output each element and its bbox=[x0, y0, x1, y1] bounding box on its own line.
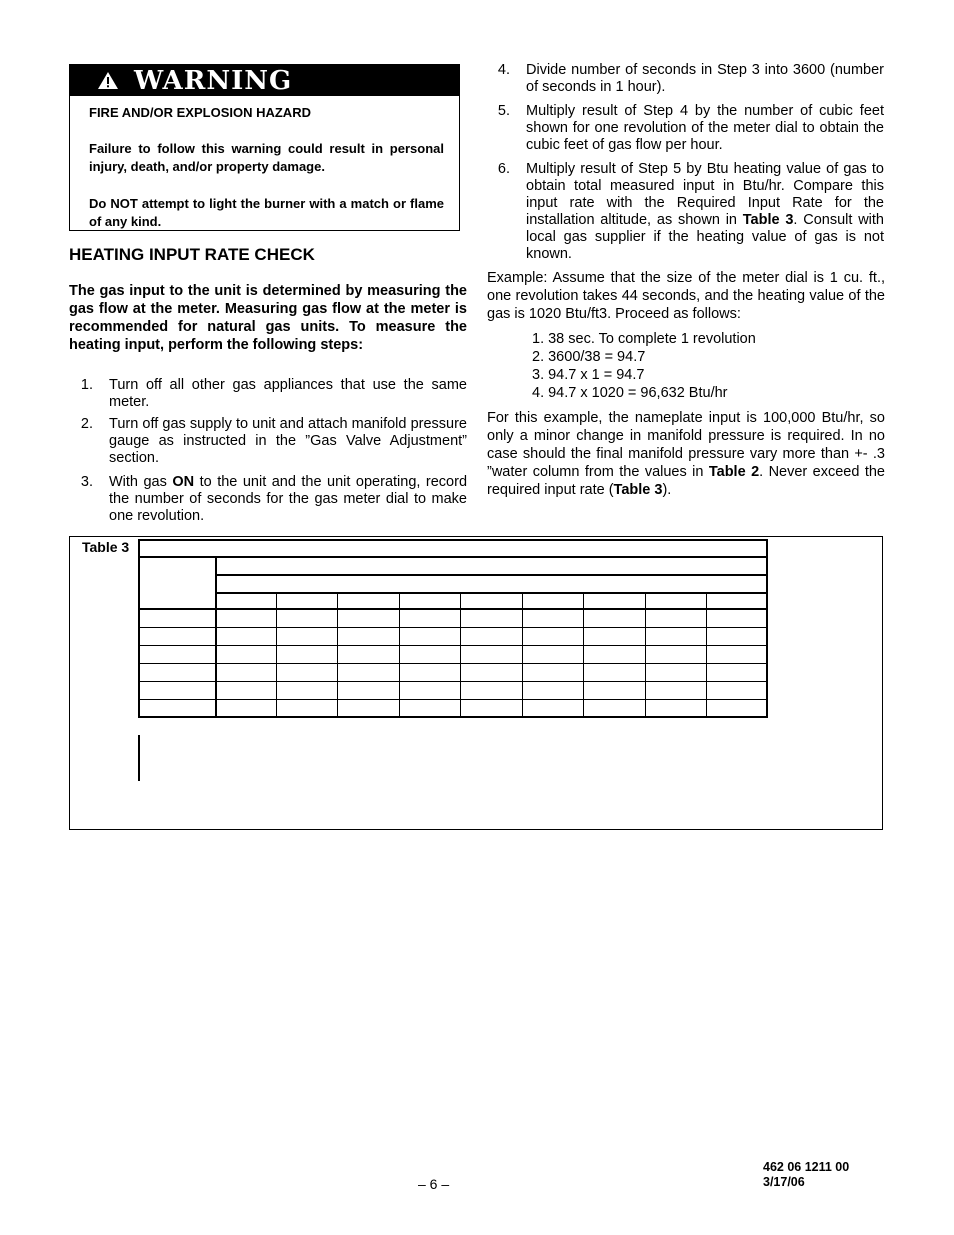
grid-line bbox=[138, 539, 140, 718]
warning-hazard: FIRE AND/OR EXPLOSION HAZARD bbox=[89, 105, 311, 120]
calc-line: 1. 38 sec. To complete 1 revolution bbox=[532, 331, 756, 347]
grid-line bbox=[215, 574, 768, 576]
example-calculation bbox=[532, 330, 872, 402]
document-number-block bbox=[763, 1160, 849, 1190]
table-3 bbox=[69, 536, 883, 830]
page-number: – 6 – bbox=[418, 1176, 450, 1192]
step-text-pre: With gas bbox=[109, 474, 173, 490]
step-text: Turn off all other gas appliances that use the same meter. bbox=[109, 377, 467, 410]
warning-paragraph-2: Do NOT attempt to light the burner with a match or flame of any kind. bbox=[89, 196, 444, 229]
table-2-reference: Table 2 bbox=[708, 464, 760, 480]
step-text: Turn off gas supply to unit and attach manifold pressure gauge as instructed in the ”Gas Valve Adjustment” section. bbox=[109, 416, 467, 466]
grid-line bbox=[138, 681, 768, 682]
document-date: 3/17/06 bbox=[763, 1175, 805, 1189]
grid-line bbox=[766, 539, 768, 718]
conclusion-post: ). bbox=[662, 482, 672, 498]
grid-line bbox=[215, 592, 768, 594]
grid-line bbox=[276, 592, 277, 718]
calc-line: 2. 3600/38 = 94.7 bbox=[532, 349, 646, 365]
calc-line: 3. 94.7 x 1 = 94.7 bbox=[532, 367, 645, 383]
grid-line bbox=[138, 663, 768, 664]
step-number: 1. bbox=[80, 377, 93, 393]
table-grid bbox=[70, 537, 882, 829]
grid-line bbox=[138, 645, 768, 646]
example-conclusion bbox=[487, 409, 885, 499]
step-text-bold: ON bbox=[172, 474, 195, 490]
step-text-post: to the unit and the unit operating, record the number of seconds for the gas meter dial to make one revolution. bbox=[109, 474, 468, 524]
grid-line bbox=[460, 592, 461, 718]
table-note-bar bbox=[138, 735, 140, 781]
table-3-reference: Table 3 bbox=[613, 482, 663, 498]
step-text: Divide number of seconds in Step 3 into 3600 (number of seconds in 1 hour). bbox=[526, 62, 884, 95]
step-text-bold: Table 3 bbox=[742, 212, 794, 228]
document-number: 462 06 1211 00 bbox=[763, 1160, 850, 1174]
conclusion-mid: . Never exceed the required input rate ( bbox=[487, 464, 885, 498]
step-text-post: . Consult with local gas supplier if the heating value of gas is not known. bbox=[526, 212, 884, 262]
calc-line: 4. 94.7 x 1020 = 96,632 Btu/hr bbox=[532, 385, 728, 401]
step-text bbox=[109, 474, 467, 525]
conclusion-pre: For this example, the nameplate input is 100,000 Btu/hr, so only a minor change in manifold pressure is required. In no case should the final manifold pressure vary more than +- .3 ”water column from the values in bbox=[487, 410, 885, 480]
grid-line bbox=[522, 592, 523, 718]
table-label: Table 3 bbox=[82, 539, 130, 555]
grid-line bbox=[138, 608, 768, 610]
step-number: 6. bbox=[497, 161, 510, 177]
step-number: 2. bbox=[80, 416, 93, 432]
warning-title: WARNING bbox=[134, 66, 293, 96]
warning-paragraph-1: Failure to follow this warning could result in personal injury, death, and/or property damage. bbox=[89, 141, 444, 174]
step-number: 3. bbox=[80, 474, 93, 490]
grid-line bbox=[645, 592, 646, 718]
example-intro: Example: Assume that the size of the meter dial is 1 cu. ft., one revolution takes 44 seconds, and the heating value of the gas is 1020 Btu/ft3. Proceed as follows: bbox=[487, 270, 885, 322]
grid-line bbox=[706, 592, 707, 718]
warning-triangle-icon bbox=[98, 72, 118, 89]
step-number: 5. bbox=[497, 103, 510, 119]
grid-line bbox=[337, 592, 338, 718]
grid-line bbox=[399, 592, 400, 718]
grid-line bbox=[138, 716, 768, 718]
warning-box bbox=[69, 64, 460, 231]
grid-line bbox=[138, 539, 768, 541]
grid-line bbox=[138, 627, 768, 628]
section-heading: HEATING INPUT RATE CHECK bbox=[69, 245, 315, 264]
grid-line bbox=[583, 592, 584, 718]
step-text bbox=[526, 161, 884, 263]
section-intro: The gas input to the unit is determined by measuring the gas flow at the meter. Measuring gas flow at the meter is recommended for natural gas units. To measure the heating input, perform the following steps: bbox=[69, 283, 467, 353]
grid-line bbox=[215, 556, 217, 718]
step-text-pre: Multiply result of Step 5 by Btu heating value of gas to obtain total measured input in Btu/hr. Compare this input rate with the Required Input Rate for the installation altitude, as shown in bbox=[526, 161, 884, 228]
step-text: Multiply result of Step 4 by the number of cubic feet shown for one revolution of the meter dial to obtain the cubic feet of gas flow per hour. bbox=[526, 103, 884, 153]
grid-line bbox=[138, 556, 768, 558]
step-number: 4. bbox=[497, 62, 510, 78]
grid-line bbox=[138, 699, 768, 700]
warning-header bbox=[70, 65, 459, 96]
